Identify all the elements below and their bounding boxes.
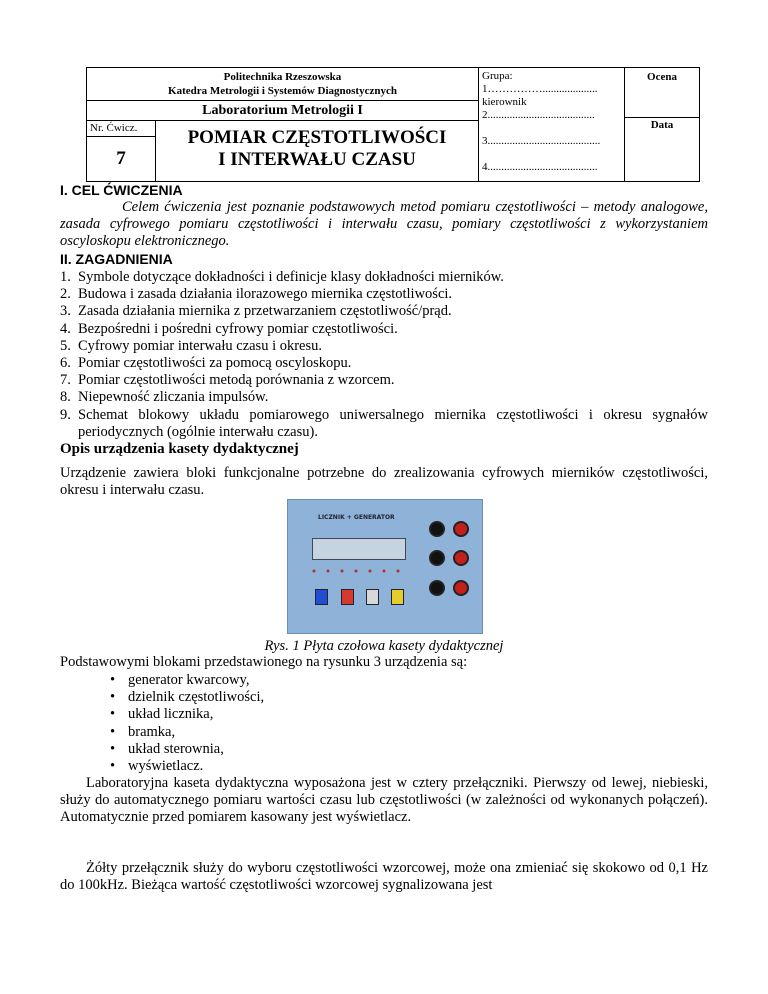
list-item: • wyświetlacz. — [112, 758, 264, 775]
blocks-list — [112, 672, 264, 775]
device-description-heading: Opis urządzenia kasety dydaktycznej — [60, 441, 299, 457]
paragraph-2: Żółty przełącznik służy do wyboru częstotliwości wzorcowej, może ona zmieniać się skokowo od 0,1 Hz do 100kHz. Bieżąca wartość częstotliwości wzorcowej sygnalizowana jest — [60, 860, 708, 893]
black-jack-3 — [429, 580, 445, 596]
list-item: 9. Schemat blokowy układu pomiarowego uniwersalnego miernika częstotliwości i okresu sygnałów periodycznych (ogólnie interwału czasu). — [60, 406, 708, 440]
grade-label: Ocena — [625, 68, 699, 118]
list-item: 7. Pomiar częstotliwości metodą porównania z wzorcem. — [60, 372, 395, 389]
list-item: • generator kwarcowy, — [112, 672, 264, 689]
device-front-panel-image — [287, 499, 483, 634]
topics-list — [60, 269, 708, 441]
panel-title: LICZNIK + GENERATOR — [318, 514, 395, 521]
led-icons — [310, 566, 410, 574]
title-line-2: I INTERWAŁU CZASU — [218, 149, 416, 170]
section-1-heading: I. CEL ĆWICZENIA — [60, 182, 183, 198]
blocks-intro: Podstawowymi blokami przedstawionego na rysunku 3 urządzenia są: — [60, 654, 468, 670]
group-line-4: 4........................................ — [482, 161, 598, 173]
white-switch — [366, 589, 379, 605]
led-indicators — [310, 566, 410, 574]
list-item: • dzielnik częstotliwości, — [112, 689, 264, 706]
yellow-switch — [391, 589, 404, 605]
black-jack-1 — [429, 521, 445, 537]
list-item: 2. Budowa i zasada działania ilorazowego miernika częstotliwości. — [60, 286, 453, 303]
list-item: 8. Niepewność zliczania impulsów. — [60, 389, 269, 406]
exercise-number-label: Nr. Ćwicz. — [87, 121, 156, 137]
group-cell — [479, 68, 625, 181]
list-item: 1. Symbole dotyczące dokładności i definicje klasy dokładności mierników. — [60, 269, 504, 285]
group-line-3: 3......................................... — [482, 135, 601, 147]
section-2-heading: II. ZAGADNIENIA — [60, 251, 173, 267]
black-jack-2 — [429, 550, 445, 566]
department: Katedra Metrologii i Systemów Diagnostycznych — [168, 84, 397, 97]
list-item: • bramka, — [112, 724, 264, 741]
list-item: • układ sterownia, — [112, 741, 264, 758]
list-item: 6. Pomiar częstotliwości za pomocą oscyloskopu. — [60, 355, 352, 372]
title-line-1: POMIAR CZĘSTOTLIWOŚCI — [187, 127, 447, 148]
list-item: 3. Zasada działania miernika z przetwarzaniem częstotliwość/prąd. — [60, 303, 452, 320]
list-item: 4. Bezpośredni i pośredni cyfrowy pomiar częstotliwości. — [60, 320, 398, 337]
institution: Politechnika Rzeszowska — [223, 71, 342, 83]
section-1-text: Celem ćwiczenia jest poznanie podstawowych metod pomiaru częstotliwości – metody analogowe, zasada cyfrowego pomiaru częstotliwości i interwału czasu, pomiary częstotliwości z wykorzystaniem oscyloskopu elektronicznego. — [60, 199, 708, 249]
blue-switch — [315, 589, 328, 605]
paragraph-1: Laboratoryjna kaseta dydaktyczna wyposażona jest w cztery przełączniki. Pierwszy od lewej, niebieski, służy do automatycznego pomiaru wartości czasu lub częstotliwości (w zależności od wykonanych połączeń). Automatycznie przed pomiarem kasowany jest wyświetlacz. — [60, 775, 708, 825]
figure-caption: Rys. 1 Płyta czołowa kasety dydaktycznej — [264, 638, 504, 654]
lcd-display — [312, 538, 406, 560]
exercise-number: 7 — [87, 137, 156, 181]
exercise-title — [156, 121, 479, 181]
device-intro: Urządzenie zawiera bloki funkcjonalne potrzebne do zrealizowania cyfrowych mierników częstotliwości, okresu i interwału czasu. — [60, 465, 708, 498]
red-jack-1 — [453, 521, 469, 537]
institution-cell — [87, 68, 479, 101]
group-leader-label: kierownik — [482, 96, 527, 108]
group-label: Grupa: — [482, 70, 513, 82]
red-jack-3 — [453, 580, 469, 596]
red-jack-2 — [453, 550, 469, 566]
red-switch — [341, 589, 354, 605]
date-label: Data — [650, 119, 674, 131]
list-item: • układ licznika, — [112, 706, 264, 723]
lab-name: Laboratorium Metrologii I — [87, 101, 479, 121]
header-table — [86, 67, 700, 182]
list-item: 5. Cyfrowy pomiar interwału czasu i okresu. — [60, 337, 323, 354]
group-line-1: 1…………….................... — [482, 83, 598, 95]
group-line-2: 2....................................... — [482, 109, 595, 121]
